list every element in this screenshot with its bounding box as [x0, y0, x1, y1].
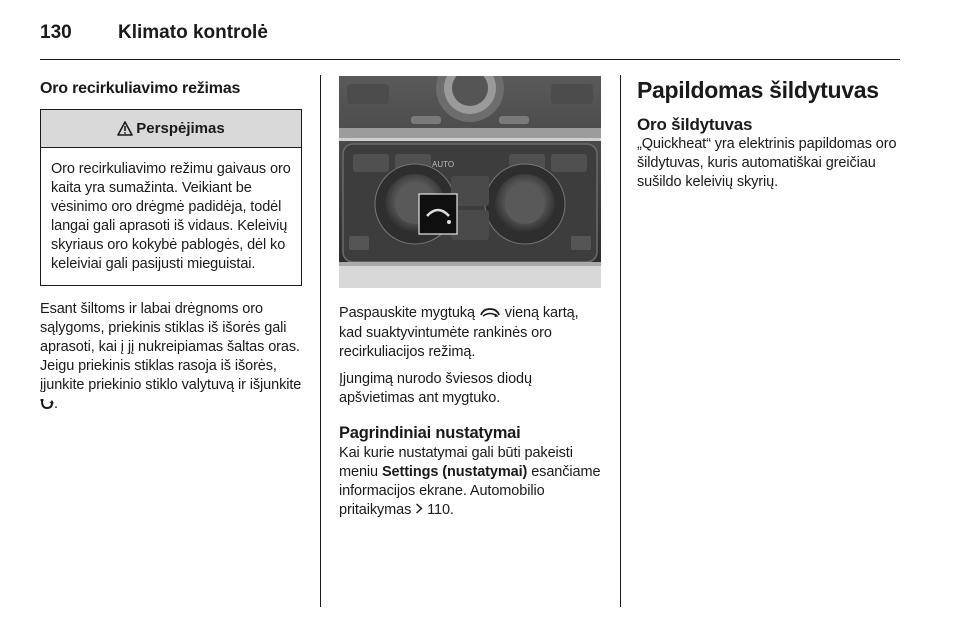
column-divider-right — [620, 75, 621, 607]
paragraph-led-indication: Įjungimą nurodo šviesos diodų apšvietimas ant mygtuko. — [339, 371, 532, 406]
warning-text: Oro recirkuliavimo režimu gaivaus oro kaita yra sumažinta. Veikiant be vėsinimo oro drėgmė padidėja, todėl langai gali aprasoti iš vidaus. Keleivių skyriaus oro kokybė pablogės, dėl ko keleiviai gali pasijusti mieguistai. — [51, 161, 291, 272]
paragraph-settings-end: esančiame informacijos ekrane. Automobilio pritaikymas — [339, 464, 601, 518]
chapter-title: Klimato kontrolė — [118, 22, 268, 43]
page-reference-number: 110. — [427, 502, 454, 518]
paragraph-windshield-end: . — [54, 396, 58, 412]
paragraph-quickheat: „Quickheat“ yra elektrinis papildomas oro šildytuvas, kuris automatiškai greičiau sušildo keleivių skyrių. — [637, 136, 897, 190]
auto-button-label: AUTO — [432, 160, 455, 169]
page-number: 130 — [40, 22, 72, 43]
paragraph-press-button-start: Paspauskite mygtuką — [339, 305, 475, 321]
page-reference-arrow-icon — [415, 501, 423, 520]
section-title-auxiliary-heater: Papildomas šildytuvas — [637, 77, 879, 103]
climate-control-panel-photo — [339, 76, 601, 288]
column-middle — [339, 76, 601, 520]
paragraph-windshield — [40, 300, 302, 416]
subheading-air-heater: Oro šildytuvas — [637, 115, 753, 134]
warning-header — [41, 110, 301, 148]
warning-title: Perspėjimas — [136, 120, 225, 137]
section-heading-basic-settings: Pagrindiniai nustatymai — [339, 424, 521, 442]
column-right — [637, 76, 905, 192]
warning-triangle-icon — [117, 121, 133, 136]
warning-box — [40, 109, 302, 286]
column-left — [40, 76, 302, 416]
paragraph-windshield-text: Esant šiltoms ir labai drėgnoms oro sąlygoms, priekinis stiklas iš išorės gali aprasoti, kai į jį nukreipiamas šaltas oras. Jeigu priekinis stiklas rasoja iš išorės, įjunkite priekinio stiklo valytuvą ir išjunkite — [40, 301, 302, 393]
settings-menu-name: Settings (nustatymai) — [381, 464, 528, 480]
paragraph-press-button — [339, 304, 601, 362]
paragraph-settings-start: Kai kurie nustatymai gali būti pakeisti meniu — [339, 445, 573, 480]
column-divider-left — [320, 75, 321, 607]
recirculation-car-icon — [479, 305, 501, 324]
paragraph-settings-menu — [339, 444, 601, 520]
section-heading-recirculation: Oro recirkuliavimo režimas — [40, 80, 241, 97]
recirculation-icon — [40, 397, 54, 416]
header-rule — [40, 59, 900, 60]
paragraph-press-button-end: vieną kartą, kad suaktyvintumėte rankinės oro recirkuliacijos režimą. — [339, 305, 579, 360]
